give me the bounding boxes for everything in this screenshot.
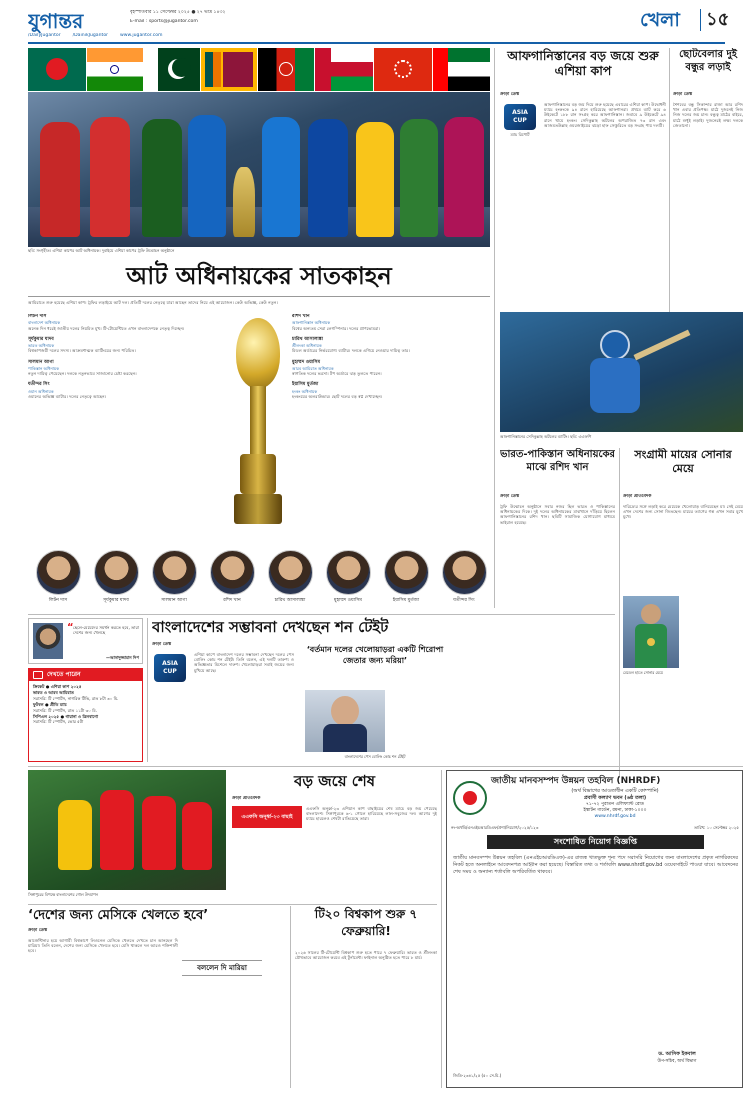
afghan-headline: আফগানিস্তানের বড় জয়ে শুরু এশিয়া কাপ xyxy=(507,48,659,78)
side-byline: ক্রীড়া ডেস্ক xyxy=(673,92,693,97)
india-pak-body: ট্রফি উন্মোচন অনুষ্ঠানে সবার নজর ছিল ভারত ও পাকিস্তানের অধিনায়কের দিকে। দুই দলের অধিনায়কের মাঝখানে দাঁড়িয়ে ছিলেন আফগানিস্তানের রশিদ খান। ছবিটি সামাজিক যোগাযোগ মাধ্যমে ভাইরাল হয়েছে। xyxy=(500,504,615,525)
captain-text: বিশ্বের অন্যতম সেরা লেগস্পিনার। দলের প্রাণভোমরা। xyxy=(292,325,380,331)
ad-org: জাতীয় মানবসম্পদ উন্নয়ন তহবিল (NHRDF) xyxy=(491,776,661,786)
facebook-link[interactable]: /DainikJugantor xyxy=(72,33,109,38)
captain-role: ওমান অধিনায়ক xyxy=(28,388,54,394)
section-label: খেলা xyxy=(640,9,680,31)
flag-india xyxy=(87,48,143,91)
tv-item: সরাসরি: টি স্পোর্টস, রাত ১১টা ৩০ মি. xyxy=(33,707,97,713)
medal-photo-caption: মেডেল হাতে সোনার মেয়ে xyxy=(623,670,663,675)
portrait-name: লিটন দাস xyxy=(48,598,68,603)
messi-body-continued xyxy=(182,980,282,1088)
t20-headline: টি২০ বিশ্বকাপ শুরু ৭ ফেব্রুয়ারি! xyxy=(314,907,418,938)
football-headline: বড় জয়ে শেষ xyxy=(293,772,376,790)
section-divider xyxy=(700,9,701,31)
newspaper-logo[interactable]: যুগান্তর xyxy=(28,9,84,33)
captain-role: পাকিস্তান অধিনায়ক xyxy=(28,365,60,371)
ad-address-2: ৭১-৭২ পুরাতন এলিফ্যান্ট রোড xyxy=(585,802,645,807)
ad-address-3: ইস্কাটন গার্ডেন, রমনা, ঢাকা-১০০০ xyxy=(583,808,647,813)
twitter-link[interactable]: /DailyJugantor xyxy=(28,33,61,38)
tv-schedule-box xyxy=(28,668,143,762)
football-body: এএফসি অনূর্ধ্ব-২৩ এশিয়ান কাপ বাছাইয়ের শেষ ম্যাচে বড় জয় পেয়েছে বাংলাদেশ। সিঙ্গাপুরকে ৬-১ গোলে হারিয়েছে লাল-সবুজের দল। আগের দুই ম্যাচে হারলেও শেষটা রাঙিয়েছে তারা। xyxy=(306,806,437,822)
social-links xyxy=(28,33,248,42)
tait-photo-caption: বাংলাদেশের পেস বোলিং কোচ শন টেইট xyxy=(344,754,406,759)
asia-cup-trophy-image xyxy=(228,318,288,543)
afghan-byline: ক্রীড়া ডেস্ক xyxy=(500,92,520,97)
logo-caption: ম্যাচ রিপোর্ট xyxy=(510,132,530,137)
ad-code: জিডি-২৩৪১/২৫ (৫০ সে.মি.) xyxy=(453,1073,502,1078)
asia-cup-logo: ASIA CUP ম্যাচ রিপোর্ট xyxy=(500,102,540,144)
captain-text: বিশ্বকাপজয়ী দলের সদস্য। আক্রমণাত্মক ব্যাটিংয়ের জন্য পরিচিত। xyxy=(28,348,136,354)
column-divider xyxy=(669,48,670,328)
flag-oman xyxy=(315,48,373,91)
captain-name: সূর্যকুমার যাদব xyxy=(28,336,54,342)
football-label: এএফসি অনূর্ধ্ব-২৩ বাছাই xyxy=(232,806,302,828)
portrait-name: চারিথ আসালাঙ্কা xyxy=(274,598,306,603)
ad-address-1: প্রবাসী কল্যাণ ভবন (৬ষ্ঠ তলা) xyxy=(583,795,647,801)
mother-byline: ক্রীড়া প্রতিবেদক xyxy=(623,494,652,499)
section-rule xyxy=(28,904,437,905)
t20-body: ২০২৬ সালের টি-টোয়েন্টি বিশ্বকাপ শুরু হতে পারে ৭ ফেব্রুয়ারি। ভারত ও শ্রীলংকা যৌথভাবে আয়োজন করবে এই টুর্নামেন্ট। ফাইনাল অনুষ্ঠিত হতে পারে ৮ মার্চ। xyxy=(295,950,437,961)
mother-headline: সংগ্রামী মায়ের সোনার মেয়ে xyxy=(634,448,732,475)
captains-left-column xyxy=(28,314,224,550)
afghan-batting-photo[interactable] xyxy=(500,312,743,432)
tv-item: সরাসরি: টি স্পোর্টস, নাগরিক টিভি, রাত ৮টা ৩০ মি. xyxy=(33,695,119,701)
main-photo-caption: ছবি: সংগৃহীত। এশিয়া কাপের আট অধিনায়ক। দুবাইয়ে এশিয়া কাপের ট্রফি উন্মোচন অনুষ্ঠানে xyxy=(28,248,175,253)
india-pak-headline: ভারত-পাকিস্তান অধিনায়কের মাঝে রশিদ খান xyxy=(500,449,615,473)
tait-portrait[interactable] xyxy=(305,690,385,752)
headline-rule xyxy=(28,296,490,297)
captain-role: ভারত অধিনায়ক xyxy=(28,342,55,348)
messi-subhead: বললেন দি মারিয়া xyxy=(182,960,262,976)
captain-name: চারিথ আসালাঙ্কা xyxy=(292,336,323,342)
tv-item: ফুটবল ● প্রীতি ম্যাচ xyxy=(33,701,67,707)
page-number: ১৫ xyxy=(706,9,730,30)
flag-afghanistan xyxy=(258,48,314,91)
ad-date: তারিখ: ১০ সেপ্টেম্বর ২০২৫ xyxy=(694,825,739,830)
section-rule xyxy=(28,614,615,615)
portrait-name: যতীন্দর সিং xyxy=(453,598,475,603)
captain-portrait[interactable] xyxy=(94,550,139,595)
ad-sub: (অর্থ বিভাগের আওতাধীন একটি কোম্পানি) xyxy=(571,788,659,794)
captain-portrait[interactable] xyxy=(442,550,487,595)
main-intro: আমিরাতে শুরু হয়েছে এশিয়া কাপ। ট্রফির লড়াইয়ে আট দল। প্রতিটি দলের নেতৃত্বে যারা আছেন তাদের নিয়ে এই আয়োজন। কেউ অভিজ্ঞ, কেউ নতুন। xyxy=(28,300,278,305)
tait-headline: বাংলাদেশের সম্ভাবনা দেখছেন শন টেইট xyxy=(152,618,389,636)
afghan-body: আফগানিস্তানের বড় জয় দিয়ে শুরু হয়েছে এবারের এশিয়া কাপ। উদ্বোধনী ম্যাচে হংকংকে ৯৪ রানে হারিয়েছে আফগানরা। প্রথমে ব্যাট করে ৬ উইকেটে ১৮৮ রান সংগ্রহ করে আফগানিস্তান। জবাবে ৯ উইকেটে ৯৪ রানে থামে হংকং। সেদিকুল্লাহ অটলের অপরাজিত ৭৩ রান এবং আজমতউল্লাহ ওমরজাইয়ের ঝড়ো হাফ সেঞ্চুরিতে বড় সংগ্রহ পায় দলটি। xyxy=(544,102,666,128)
tv-icon xyxy=(33,671,43,679)
tait-body: এশিয়া কাপে বাংলাদেশ দলের সম্ভাবনা দেখছেন দলের পেস বোলিং কোচ শন টেইট। তিনি বলেন, এই দলটি তারুণ্য ও অভিজ্ঞতার মিশেলে দারুণ। খেলোয়াড়রা সবাই জয়ের জন্য মুখিয়ে আছে। xyxy=(194,652,294,673)
portrait-name: মুহাম্মদ ওয়াসিম xyxy=(334,598,362,603)
portrait-name: রশিদ খান xyxy=(223,598,241,603)
portrait-name: ইয়াসিম মুর্তজা xyxy=(392,598,420,603)
masthead-rule xyxy=(28,42,725,44)
captain-portrait[interactable] xyxy=(152,550,197,595)
main-headline: আট অধিনায়কের সাতকাহন xyxy=(126,262,392,290)
quote-box xyxy=(28,618,143,664)
tv-item: সিপিএল ২০২৫ ● গায়ানা ও ত্রিনবাগো xyxy=(33,713,99,719)
website-link[interactable]: www.jugantor.com xyxy=(120,33,163,38)
captain-name: মুহাম্মদ ওয়াসিম xyxy=(292,359,321,365)
tv-item: ভারত ও আরব আমিরাত xyxy=(33,689,74,695)
mother-body: দারিদ্র্যের সঙ্গে লড়াই করে মেয়েকে খেলোয়াড় বানিয়েছেন মা। সেই মেয়ে এখন দেশের জন্য সোনা জিতছেন। মায়ের ত্যাগের গল্প এখন সবার মুখে মুখে। xyxy=(623,504,743,520)
captain-text: নতুন দায়িত্ব পেয়েছেন। দলকে নতুনভাবে সাজানোর চেষ্টা করছেন। xyxy=(28,371,137,377)
captain-portrait[interactable] xyxy=(326,550,371,595)
nhrdf-logo xyxy=(453,781,487,815)
ad-website-link[interactable]: www.nhrdf.gov.bd xyxy=(594,814,636,819)
flag-hong-kong xyxy=(374,48,432,91)
captain-name: যতীন্দর সিং xyxy=(28,382,50,388)
email: E-mail : sports@jugantor.com xyxy=(130,19,198,24)
captain-portrait[interactable] xyxy=(36,550,81,595)
captain-text: স্বাগতিক দলের ভরসা। টপ অর্ডারে ঝড় তুলতে পারেন। xyxy=(292,371,382,377)
captain-text: ওমানের অভিজ্ঞ ব্যাটার। দলের নেতৃত্বে আছেন। xyxy=(28,393,107,399)
football-byline: ক্রীড়া প্রতিবেদক xyxy=(232,796,261,801)
tv-items xyxy=(29,681,142,728)
captain-name: ইয়াসিম মুর্তজা xyxy=(292,382,319,388)
captain-role: বাংলাদেশ অধিনায়ক xyxy=(28,320,61,326)
tait-pull-quote: ‘বর্তমান দলের খেলোয়াড়রা একটি শিরোপা জেতার জন্য মরিয়া’ xyxy=(306,645,444,665)
captain-role: শ্রীলংকা অধিনায়ক xyxy=(292,342,322,348)
football-photo-caption: সিঙ্গাপুরের বিপক্ষে বাংলাদেশের গোল উদযাপন xyxy=(28,892,98,897)
captain-text: অনেক দিন ধরেই জাতীয় দলের নিয়মিত মুখ। টি-টোয়েন্টিতে এখন বাংলাদেশকে নেতৃত্ব দিচ্ছেন। xyxy=(28,325,185,331)
captain-text: মিডল অর্ডারের নির্ভরযোগ্য ব্যাটার। দলকে এগিয়ে নেওয়ার দায়িত্ব তার। xyxy=(292,348,410,354)
captain-portraits-row xyxy=(28,550,490,612)
cricket-bat-icon xyxy=(634,330,691,361)
flag-pakistan xyxy=(144,48,200,91)
ad-signer-title: উপ-সচিব, অর্থ বিভাগ xyxy=(657,1059,697,1064)
side-headline: ছোটবেলার দুই বন্ধুর লড়াই xyxy=(679,49,737,73)
trophy-icon xyxy=(233,167,255,237)
captains-right-column xyxy=(292,314,490,550)
date-line: বৃহস্পতিবার ১১ সেপ্টেম্বর ২০২৫ ● ২৭ ভাদ্র ১৪৩২ xyxy=(130,10,226,15)
captain-name: লিটন দাস xyxy=(28,314,47,319)
helmet-icon xyxy=(600,330,630,360)
column-divider xyxy=(441,770,442,1088)
ad-signer: ড. আসিফ ইকবাল xyxy=(658,1051,696,1057)
captain-role: আরব আমিরাত অধিনায়ক xyxy=(292,365,334,371)
flag-sri-lanka xyxy=(201,48,257,91)
captain-role: আফগানিস্তান অধিনায়ক xyxy=(292,320,331,326)
captains-group-photo[interactable] xyxy=(28,92,490,247)
tv-item: সরাসরি: টি স্পোর্টস, ভোর ৫টা xyxy=(33,719,84,725)
batting-photo-caption: আফগানিস্তানের সেদিকুল্লাহ অটলের ব্যাটিং। ছবি: এএফপি xyxy=(500,434,592,439)
football-photo[interactable] xyxy=(28,770,226,890)
captain-role: হংকং অধিনায়ক xyxy=(292,388,318,394)
flag-bangladesh xyxy=(28,48,86,91)
quote-name: —আসাদুজ্জামান দিপ xyxy=(105,655,139,660)
ad-memo: নং-অর্থবি/এনএইচআরডিএফ/প্রশা/নিয়োগ/২০২৫/১২৩ xyxy=(451,825,539,830)
quote-portrait xyxy=(33,623,63,659)
messi-headline: ‘দেশের জন্য মেসিকে খেলতে হবে’ xyxy=(28,908,209,923)
nhrdf-job-ad xyxy=(446,770,743,1088)
portrait-name: সূর্যকুমার যাদব xyxy=(103,598,129,603)
medal-girl-photo[interactable] xyxy=(623,596,679,668)
medal-icon xyxy=(647,638,655,646)
captain-portrait[interactable] xyxy=(210,550,255,595)
captain-portrait[interactable] xyxy=(384,550,429,595)
ad-title: সংশোধিত নিয়োগ বিজ্ঞপ্তি xyxy=(487,835,704,849)
tait-byline: ক্রীড়া ডেস্ক xyxy=(152,642,172,647)
column-divider xyxy=(619,448,620,778)
quote-text: ছেলে-মেয়েদের সমর্থন করতে হবে, তারা দেশের জন্য খেলছে xyxy=(73,625,140,636)
column-divider xyxy=(494,48,495,608)
tait-body-continued xyxy=(454,644,615,762)
messi-body: আর্জেন্টিনার হয়ে আগামী বিশ্বকাপে লিওনেল মেসিকে খেলতে দেখতে চান আনহেল দি মারিয়া। তিনি বলেন, দেশের জন্য মেসিকে খেলতে হবে। মেসি থাকলে দল আরও শক্তিশালী হবে। xyxy=(28,938,178,954)
ad-body: জাতীয় মানবসম্পদ উন্নয়ন তহবিল (এনএইচআরডিএফ)-এর রাজস্ব খাতভুক্ত শূন্য পদে সরাসরি নিয়োগের জন্য বাংলাদেশের প্রকৃত নাগরিকদের নিকট হতে অনলাইনে আবেদনপত্র আহ্বান করা হয়েছে। বিস্তারিত তথ্য ও শর্তাবলি www.nhrdf.gov.bd ওয়েবসাইটে পাওয়া যাবে। আবেদনের শেষ সময় ও অন্যান্য শর্তাবলি অপরিবর্তিত থাকবে। xyxy=(453,855,738,875)
quote-mark-icon: “ xyxy=(67,622,74,633)
captain-portrait[interactable] xyxy=(268,550,313,595)
side-body: শৈশবের বন্ধু সিকান্দার রাজা আর রশিদ খান এবার প্রতিপক্ষ। মাঠে দুজনেই নিজ নিজ দলের জয় চান। বন্ধুত্ব মাঠের বাইরে, মাঠে শুধুই লড়াই। দুজনেরই লক্ষ্য দলকে জেতানো। xyxy=(673,102,743,128)
captain-text: হংকংয়ের অলরাউন্ডার। ছোট দলের বড় স্বপ্ন দেখাচ্ছেন। xyxy=(292,393,383,399)
portrait-name: সালমান আগা xyxy=(161,598,187,603)
messi-byline: ক্রীড়া ডেস্ক xyxy=(28,928,48,933)
section-rule xyxy=(28,766,743,767)
column-divider xyxy=(290,906,291,1088)
captain-name: সালমান আগা xyxy=(28,359,54,365)
tv-item: ক্রিকেট ● এশিয়া কাপ ২০২৫ xyxy=(33,684,82,689)
flag-uae xyxy=(433,48,490,91)
tv-box-title: দেখতে পারেন xyxy=(29,669,142,681)
captain-name: রশিদ খান xyxy=(292,314,310,319)
column-divider xyxy=(147,618,148,762)
india-pak-byline: ক্রীড়া ডেস্ক xyxy=(500,494,520,499)
asia-cup-logo-small: ASIA CUP xyxy=(152,652,190,686)
